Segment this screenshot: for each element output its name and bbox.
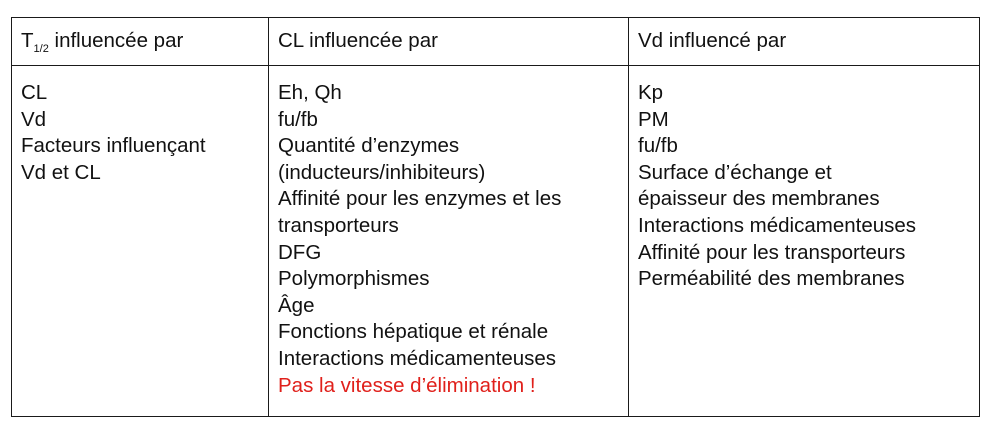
header-volume-distribution-label: Vd influencé par xyxy=(638,29,787,53)
list-item: Fonctions hépatique et rénale xyxy=(278,320,549,344)
header-clearance xyxy=(269,18,629,66)
list-item: CL xyxy=(21,81,48,104)
list-item: Perméabilité des membranes xyxy=(638,267,905,291)
list-item: Polymorphismes xyxy=(278,267,430,291)
cell-volume-distribution-factors xyxy=(629,66,980,417)
list-item: Facteurs influençant xyxy=(21,134,206,158)
list-item: fu/fb xyxy=(638,134,678,158)
list-item: Affinité pour les enzymes et les xyxy=(278,187,562,211)
list-item: Kp xyxy=(638,81,664,104)
elimination-rate-note: Pas la vitesse d’élimination ! xyxy=(278,373,536,397)
header-volume-distribution xyxy=(629,18,980,66)
list-item: Vd xyxy=(21,107,47,131)
list-item: Affinité pour les transporteurs xyxy=(638,240,906,264)
header-half-life-symbol: T xyxy=(21,29,34,53)
cell-half-life-factors xyxy=(12,66,269,417)
list-item: Âge xyxy=(278,293,315,317)
list-item: Surface d’échange et xyxy=(638,160,832,184)
pk-factors-table xyxy=(11,17,980,417)
list-item: fu/fb xyxy=(278,107,318,131)
header-clearance-label: CL influencée par xyxy=(278,29,438,53)
table-body-row xyxy=(12,66,980,417)
list-item: PM xyxy=(638,107,669,131)
header-half-life xyxy=(12,18,269,66)
header-half-life-subscript: 1/2 xyxy=(33,43,49,56)
list-item: Eh, Qh xyxy=(278,81,342,104)
list-item: Interactions médicamenteuses xyxy=(278,346,557,370)
header-half-life-label: influencée par xyxy=(48,29,184,53)
list-item: Interactions médicamenteuses xyxy=(638,213,917,237)
list-item: épaisseur des membranes xyxy=(638,187,880,211)
list-item: (inducteurs/inhibiteurs) xyxy=(278,160,486,184)
list-item: transporteurs xyxy=(278,213,399,237)
table-header-row xyxy=(12,18,980,66)
list-item: Quantité d’enzymes xyxy=(278,134,460,158)
cell-clearance-factors xyxy=(269,66,629,417)
list-item: Vd et CL xyxy=(21,160,101,184)
list-item: DFG xyxy=(278,240,322,264)
